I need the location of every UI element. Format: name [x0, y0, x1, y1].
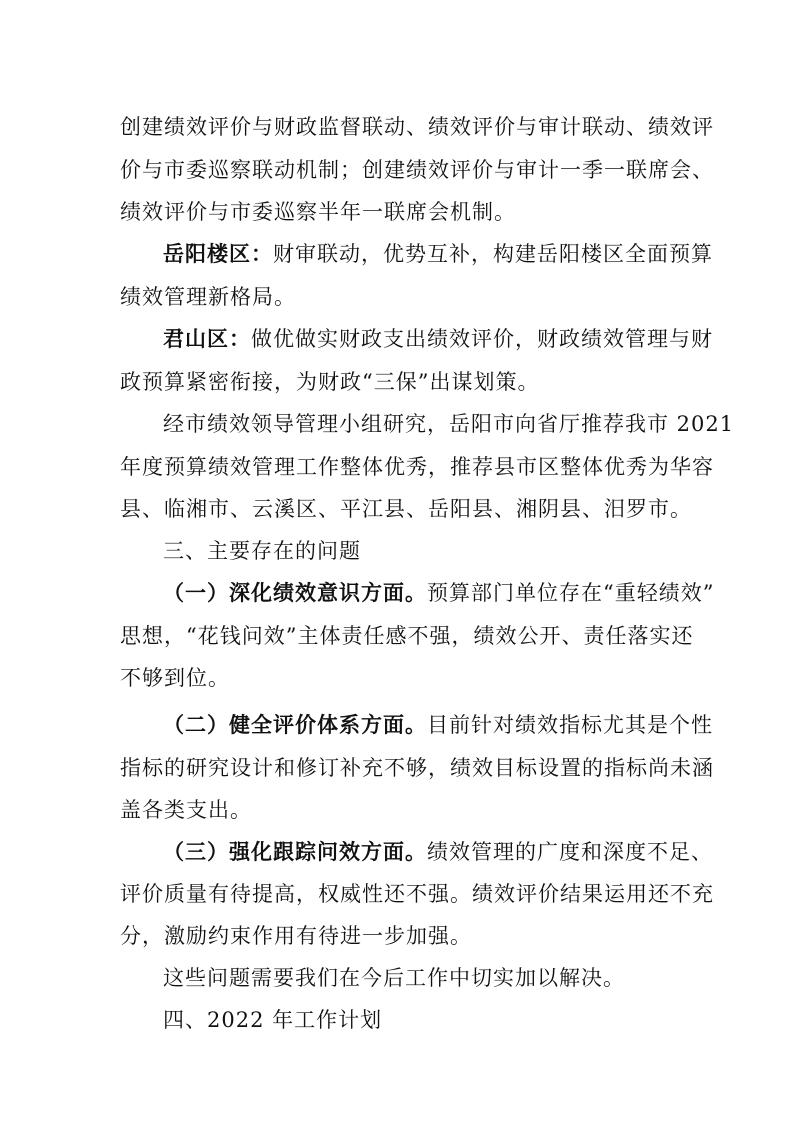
paragraph-junshan	[163, 324, 713, 354]
paragraph-line: 县、临湘市、云溪区、平江县、岳阳县、湘阴县、汨罗市。	[120, 497, 692, 521]
section-heading: 三、主要存在的问题	[163, 539, 361, 563]
paragraph-line: 盖各类支出。	[120, 798, 252, 822]
issue-label: （三）强化跟踪问效方面。	[163, 840, 427, 864]
paragraph-line: 经市绩效领导管理小组研究，岳阳市向省厅推荐我市 2021	[163, 412, 735, 436]
paragraph-line: 不够到位。	[120, 666, 230, 690]
issue-item-3	[163, 837, 713, 867]
district-label: 岳阳楼区：	[163, 242, 273, 266]
issue-text: 预算部门单位存在“重轻绩效”	[427, 581, 715, 605]
district-label: 君山区：	[163, 327, 251, 351]
paragraph-line: 绩效评价与市委巡察半年一联席会机制。	[120, 200, 516, 224]
paragraph-line: 创建绩效评价与财政监督联动、绩效评价与审计联动、绩效评	[120, 115, 714, 139]
paragraph-line: 价与市委巡察联动机制；创建绩效评价与审计一季一联席会、	[120, 158, 714, 182]
paragraph-line: 政预算紧密衔接，为财政“三保”出谋划策。	[120, 370, 540, 394]
paragraph-line: 这些问题需要我们在今后工作中切实加以解决。	[163, 966, 625, 990]
paragraph-line: 思想，“花钱问效”主体责任感不强，绩效公开、责任落实还	[120, 624, 694, 648]
paragraph-line: 指标的研究设计和修订补充不够，绩效目标设置的指标尚未涵	[120, 756, 714, 780]
paragraph-line: 评价质量有待提高，权威性还不强。绩效评价结果运用还不充	[120, 882, 714, 906]
section-heading: 四、2022 年工作计划	[163, 1008, 383, 1032]
issue-item-1	[163, 578, 715, 608]
paragraph-yueyanglou	[163, 239, 713, 269]
issue-label: （一）深化绩效意识方面。	[163, 581, 427, 605]
paragraph-line: 绩效管理新格局。	[120, 285, 296, 309]
issue-text: 绩效管理的广度和深度不足、	[427, 840, 713, 864]
issue-item-2	[163, 710, 713, 740]
issue-label: （二）健全评价体系方面。	[163, 713, 427, 737]
issue-text: 目前针对绩效指标尤其是个性	[427, 713, 713, 737]
district-text: 财审联动，优势互补，构建岳阳楼区全面预算	[273, 242, 713, 266]
district-text: 做优做实财政支出绩效评价，财政绩效管理与财	[251, 327, 713, 351]
paragraph-line: 分，激励约束作用有待进一步加强。	[120, 924, 472, 948]
paragraph-line: 年度预算绩效管理工作整体优秀，推荐县市区整体优秀为华容	[120, 455, 714, 479]
